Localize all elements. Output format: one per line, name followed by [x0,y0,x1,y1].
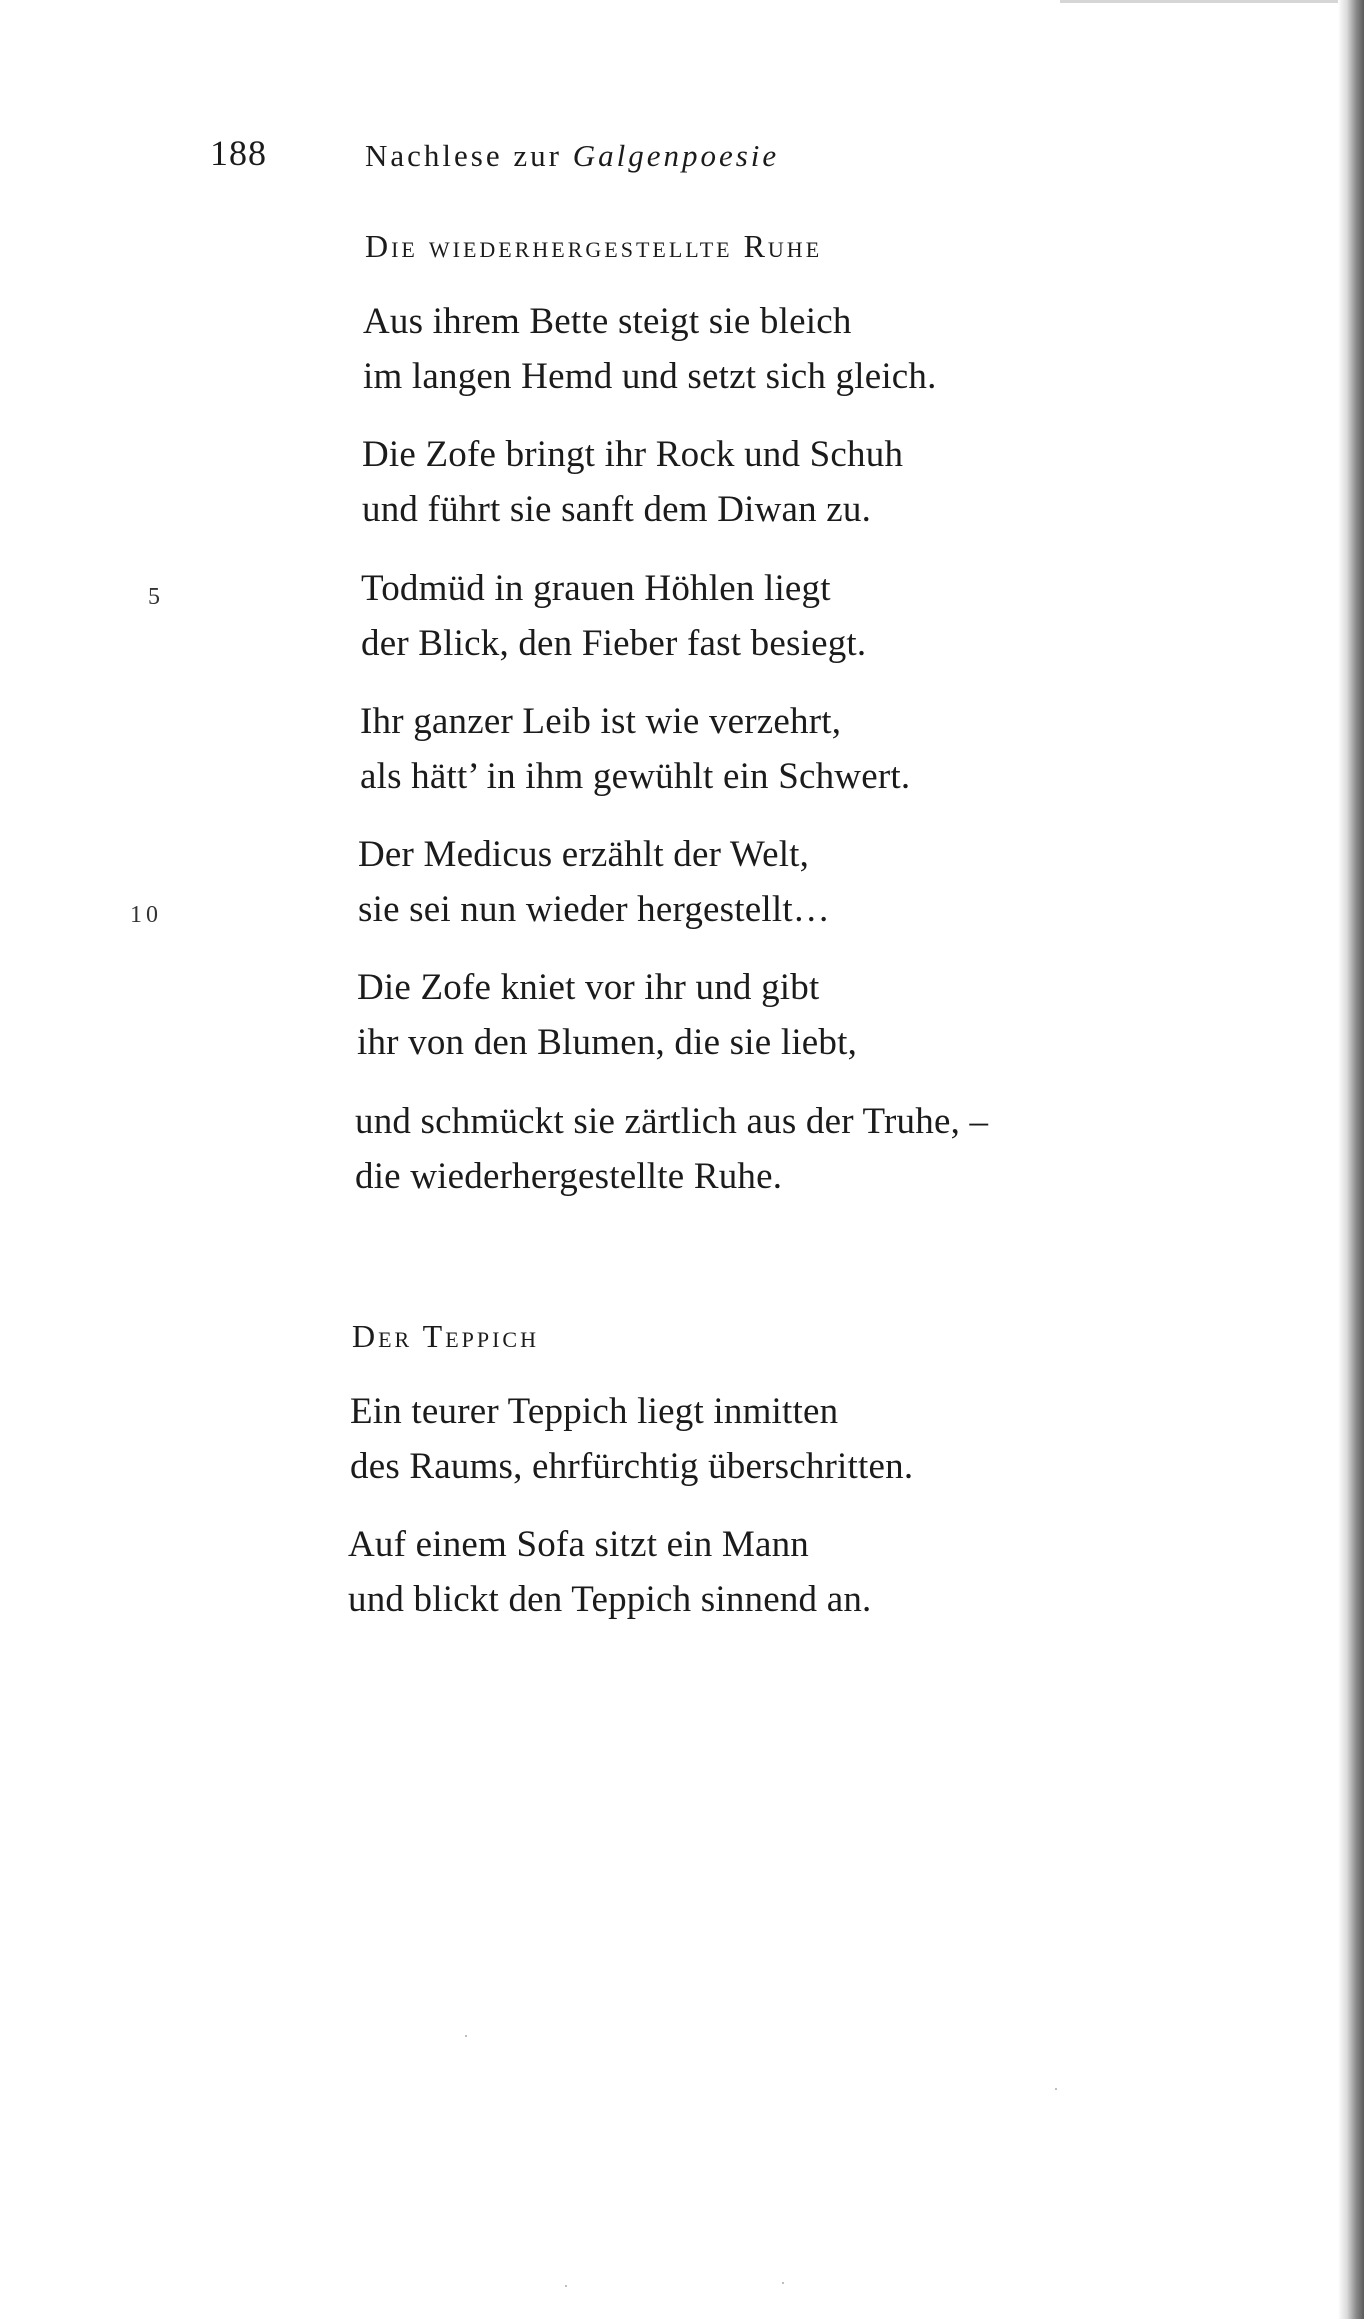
scan-speck [565,2285,567,2287]
scan-speck [1055,2088,1057,2090]
poem-2-line-4: und blickt den Teppich sinnend an. [348,1579,872,1620]
scan-speck [465,2035,467,2037]
line-number-5: 5 [148,584,164,610]
poem-1-line-4: und führt sie sanft dem Diwan zu. [362,489,872,530]
poem-2-line-1: Ein teurer Teppich liegt inmitten [350,1391,839,1432]
poem-1-line-11: Die Zofe kniet vor ihr und gibt [357,967,820,1008]
scan-speck [782,2282,784,2284]
poem-1-line-1: Aus ihrem Bette steigt sie bleich [363,301,852,342]
running-title-plain: Nachlese zur [365,138,562,173]
page-edge-top [1060,0,1364,3]
running-header [0,132,1300,182]
poem-1-line-9: Der Medicus erzählt der Welt, [358,834,810,875]
poem-1-line-13: und schmückt sie zärtlich aus der Truhe, – [355,1101,989,1142]
line-number-10: 10 [130,902,162,928]
running-title [365,138,779,174]
poem-1-line-10: sie sei nun wieder hergestellt… [358,889,831,930]
page-number: 188 [210,133,267,173]
poem-1-line-7: Ihr ganzer Leib ist wie verzehrt, [360,701,842,742]
poem-1-line-12: ihr von den Blumen, die sie liebt, [357,1022,858,1063]
poem-1-line-8: als hätt’ in ihm gewühlt ein Schwert. [360,756,911,797]
poem-title-2: Der Teppich [352,1318,539,1354]
poem-2-line-3: Auf einem Sofa sitzt ein Mann [348,1524,810,1565]
running-title-italic: Galgenpoesie [572,138,780,173]
poem-title-1: Die wiederhergestellte Ruhe [365,228,823,264]
poem-1-line-6: der Blick, den Fieber fast besiegt. [361,623,867,664]
poem-1-line-14: die wiederhergestellte Ruhe. [355,1156,783,1197]
page-edge-shadow [1338,0,1364,2319]
poem-1-line-5: Todmüd in grauen Höhlen liegt [361,568,831,609]
poem-1-line-3: Die Zofe bringt ihr Rock und Schuh [362,434,904,475]
poem-1-line-2: im langen Hemd und setzt sich gleich. [363,356,937,397]
poem-2-line-2: des Raums, ehrfürchtig überschritten. [350,1446,914,1487]
